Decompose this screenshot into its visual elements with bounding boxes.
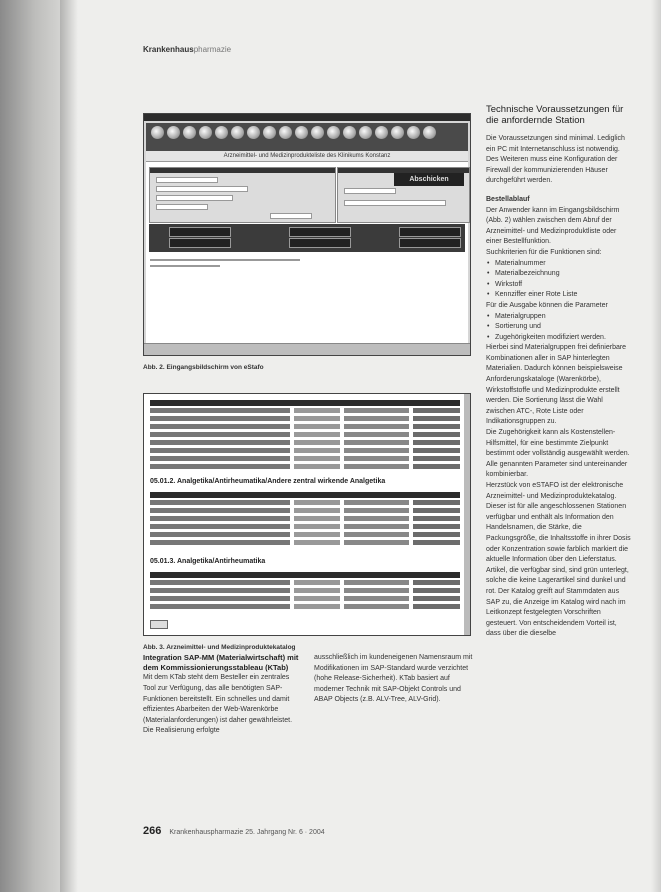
search-field[interactable] [156, 186, 248, 192]
table-row [150, 500, 460, 505]
paragraph: Die Zugehörigkeit kann als Kostenstellen-Hilfsmittel, für eine bestimmte Zielpunkt bestimmt oder vollständig ausgewählt werden. Alle genannten Parameter sind untereinander kombinierbar. [486, 429, 630, 479]
table-row [150, 464, 460, 469]
right-column [486, 104, 633, 640]
left-column [143, 653, 303, 737]
app-title: Arzneimittel- und Medizinprodukteliste des Klinikums Konstanz [146, 151, 468, 162]
table-row [150, 432, 460, 437]
output-list [486, 312, 633, 344]
page-edge-shadow [651, 0, 661, 892]
banner-dot-icon [295, 126, 308, 139]
list-item: • Materialnummer [495, 259, 633, 270]
banner-dot-icon [279, 126, 292, 139]
function-button[interactable] [289, 238, 351, 248]
header-section-light: pharmazie [193, 45, 232, 54]
banner-dot-icon [343, 126, 356, 139]
banner-dot-icon [247, 126, 260, 139]
paragraph: Die Voraussetzungen sind minimal. Lediglich ein PC mit Internetanschluss ist notwendig. Des Weiteren muss eine Konfiguration der Firewall der kommunizierenden Häuser durchgeführt werden. [486, 135, 625, 185]
paragraph: Suchkriterien für die Funktionen sind: [486, 248, 602, 256]
table-row [150, 604, 460, 609]
banner-dot-icon [311, 126, 324, 139]
running-header [143, 45, 231, 54]
table-row [150, 456, 460, 461]
table-row [150, 588, 460, 593]
banner-dot-icon [167, 126, 180, 139]
search-field[interactable] [156, 195, 233, 201]
list-item: • Materialbezeichnung [495, 269, 633, 280]
search-panel [149, 167, 336, 223]
list-item: • Wirkstoff [495, 280, 633, 291]
paragraph: Hierbei sind Materialgruppen frei definierbare Kombinationen aller in SAP hinterlegten Materialien. Dadurch können beispielsweise Anforderungskataloge (Warenkörbe), Wirkstoffstoffe und Medizinprodukte erstellt werden. Die Sortierung lässt die Wahl zwischen ATC-, Rote Liste oder Indikationsgruppen zu. [486, 344, 627, 426]
options-field[interactable] [344, 188, 396, 194]
table-header [150, 400, 460, 406]
banner-dot-icon [263, 126, 276, 139]
table-header [150, 492, 460, 498]
page-footer [143, 825, 325, 837]
function-bar [149, 224, 465, 252]
banner-dot-icon [375, 126, 388, 139]
table-row [150, 596, 460, 601]
figure1-caption: Abb. 2. Eingangsbildschirm von eStafo [143, 364, 264, 371]
paragraph: ausschließlich im kundeneigenen Namensraum mit Modifikationen im SAP-Standard wurde verzichtet (hohe Release-Sicherheit). KTab basiert auf moderner Technik mit SAP-Objekt Controls und ABAP Objects (z.B. ALV-Tree, ALV-Grid). [314, 654, 473, 704]
table-row [150, 424, 460, 429]
page-fold-shadow [60, 0, 78, 892]
banner-dot-icon [391, 126, 404, 139]
function-button[interactable] [399, 227, 461, 237]
section-heading: Integration SAP-MM (Materialwirtschaft) mit dem Kommissionierungsstableau (KTab) [143, 653, 299, 673]
middle-column [314, 653, 474, 706]
table-row [150, 580, 460, 585]
paragraph: Mit dem KTab steht dem Besteller ein zentrales Tool zur Verfügung, das alle benötigten SAP-Funktionen bereitstellt. Ein schnelles und damit effizientes Abarbeiten der Web-Warenkörbe (Materialanforderungen) ist daher gewährleistet. Die Realisierung erfolgte [143, 674, 293, 735]
list-item: • Sortierung und [495, 322, 633, 333]
banner-dot-icon [199, 126, 212, 139]
function-button[interactable] [289, 227, 351, 237]
note-line [150, 265, 220, 267]
list-item: • Kennziffer einer Rote Liste [495, 290, 633, 301]
table-header [150, 572, 460, 578]
table-row [150, 448, 460, 453]
header-section-bold: Krankenhaus [143, 45, 194, 54]
banner-dot-icon [215, 126, 228, 139]
figure-catalog [143, 393, 471, 636]
list-item: • Zugehörigkeiten modifiziert werden. [495, 333, 633, 344]
search-field[interactable] [156, 177, 218, 183]
criteria-list [486, 259, 633, 301]
table-row [150, 440, 460, 445]
search-button[interactable] [270, 213, 312, 219]
panel-header [150, 168, 335, 173]
catalog-section-heading: 05.01.2. Analgetika/Antirheumatika/Andere zentral wirkende Analgetika [150, 478, 386, 485]
banner-dot-icon [231, 126, 244, 139]
back-button[interactable] [150, 620, 168, 629]
function-button[interactable] [169, 238, 231, 248]
banner-dot-icon [359, 126, 372, 139]
banner-dot-icon [407, 126, 420, 139]
paragraph: Für die Ausgabe können die Parameter [486, 301, 608, 309]
banner-dot-icon [151, 126, 164, 139]
banner-dots [146, 123, 468, 151]
function-button[interactable] [169, 227, 231, 237]
journal-info: Krankenhauspharmazie 25. Jahrgang Nr. 6 · 2004 [169, 829, 325, 836]
section-heading: Technische Voraussetzungen für die anfordernde Station [486, 104, 624, 126]
table-row [150, 408, 460, 413]
subheading: Bestellablauf [486, 195, 530, 203]
app-window [146, 123, 468, 343]
table-row [150, 416, 460, 421]
paragraph: Der Anwender kann im Eingangsbildschirm (Abb. 2) wählen zwischen dem Abruf der Arzneimittel- und Medizinproduktliste oder einer Bestellfunktion. [486, 206, 620, 246]
table-row [150, 540, 460, 545]
options-field[interactable] [344, 200, 446, 206]
table-row [150, 532, 460, 537]
function-button[interactable] [399, 238, 461, 248]
scrollbar[interactable] [464, 394, 470, 635]
banner-dot-icon [327, 126, 340, 139]
paragraph: Herzstück von eSTAFO ist der elektronische Arzneimittel- und Medizinproduktekatalog. Dieser ist für alle angeschlossenen Stationen verfügbar und enthält als Information den Handelsnamen, die Stärke, die Packungsgröße, die Inhaltsstoffe in ihrer Dosis oder Konzentration sowie farblich markiert die aktuelle Information über den Lieferstatus. Artikel, die verfügbar sind, sind grün unterlegt, solche die keine Lagerartikel sind dunkel und rot. Der Katalog greift auf Stammdaten aus SAP zu, die Anzeige im Katalog wird nach im Leitkonzept festgelegten Vorschriften gesteuert. Von entscheidendem Vorteil ist, dass über die dieselbe [486, 482, 631, 638]
table-row [150, 524, 460, 529]
banner-dot-icon [183, 126, 196, 139]
submit-button[interactable]: Abschicken [394, 173, 464, 186]
figure2-caption: Abb. 3. Arzneimittel- und Medizinproduktekatalog [143, 644, 296, 651]
search-field[interactable] [156, 204, 208, 210]
banner-dot-icon [423, 126, 436, 139]
table-row [150, 508, 460, 513]
table-row [150, 516, 460, 521]
list-item: • Materialgruppen [495, 312, 633, 323]
browser-titlebar [144, 114, 470, 121]
note-line [150, 259, 300, 261]
figure-estafo-entry-screen [143, 113, 471, 356]
catalog-section-heading: 05.01.3. Analgetika/Antirheumatika [150, 558, 266, 565]
taskbar [144, 343, 470, 355]
page-number: 266 [143, 825, 162, 837]
